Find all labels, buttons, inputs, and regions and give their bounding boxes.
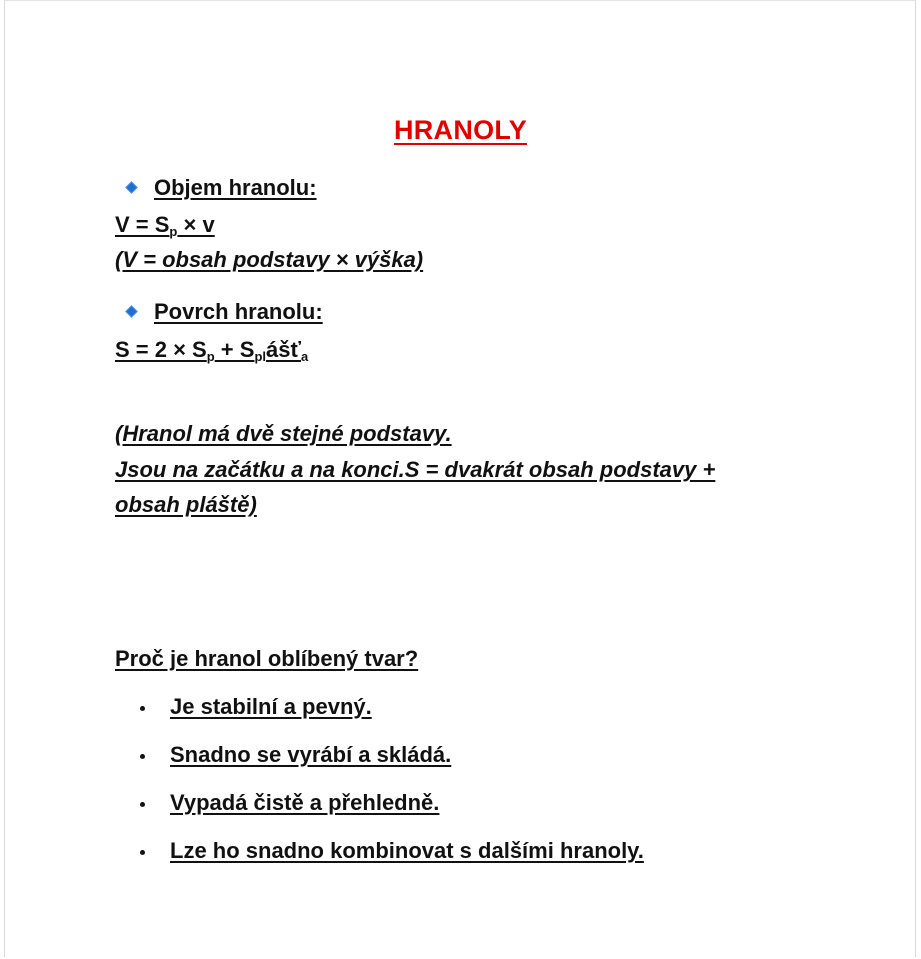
round-bullet-icon (140, 802, 145, 807)
reason-text: Vypadá čistě a přehledně. (170, 790, 440, 815)
surface-formula-subscript-1: p (206, 349, 215, 364)
reason-text: Je stabilní a pevný. (170, 694, 372, 719)
volume-formula (115, 212, 215, 238)
surface-formula-mid: + S (214, 337, 255, 362)
note-line-3: obsah pláště) (115, 492, 257, 517)
surface-formula-prefix: S = 2 × S (115, 337, 207, 362)
round-bullet-icon (140, 706, 145, 711)
round-bullet-icon (140, 754, 145, 759)
surface-formula-tail: ášť (266, 337, 302, 362)
volume-explanation: (V = obsah podstavy × výška) (115, 247, 424, 272)
volume-formula-suffix: × v (177, 212, 215, 237)
round-bullet-icon (140, 850, 145, 855)
volume-heading-text: Objem hranolu: (154, 175, 317, 200)
why-question: Proč je hranol oblíbený tvar? (115, 646, 419, 671)
blue-diamond-icon (125, 305, 138, 318)
volume-formula-prefix: V = S (115, 212, 170, 237)
note-line-1: (Hranol má dvě stejné podstavy. (115, 421, 452, 446)
surface-heading-text: Povrch hranolu: (154, 299, 323, 324)
page-title: HRANOLY (393, 115, 528, 145)
reason-text: Lze ho snadno kombinovat s dalšími hranoly. (170, 838, 644, 863)
reason-text: Snadno se vyrábí a skládá. (170, 742, 452, 767)
surface-formula (115, 337, 308, 363)
blue-diamond-icon (125, 181, 138, 194)
note-line-2: Jsou na začátku a na konci.S = dvakrát obsah podstavy + (115, 457, 716, 482)
volume-heading (115, 175, 317, 201)
surface-formula-subscript-3: a (301, 349, 309, 364)
volume-formula-subscript: p (169, 224, 178, 239)
surface-formula-subscript-2: pl (254, 349, 266, 364)
surface-heading (115, 299, 323, 325)
